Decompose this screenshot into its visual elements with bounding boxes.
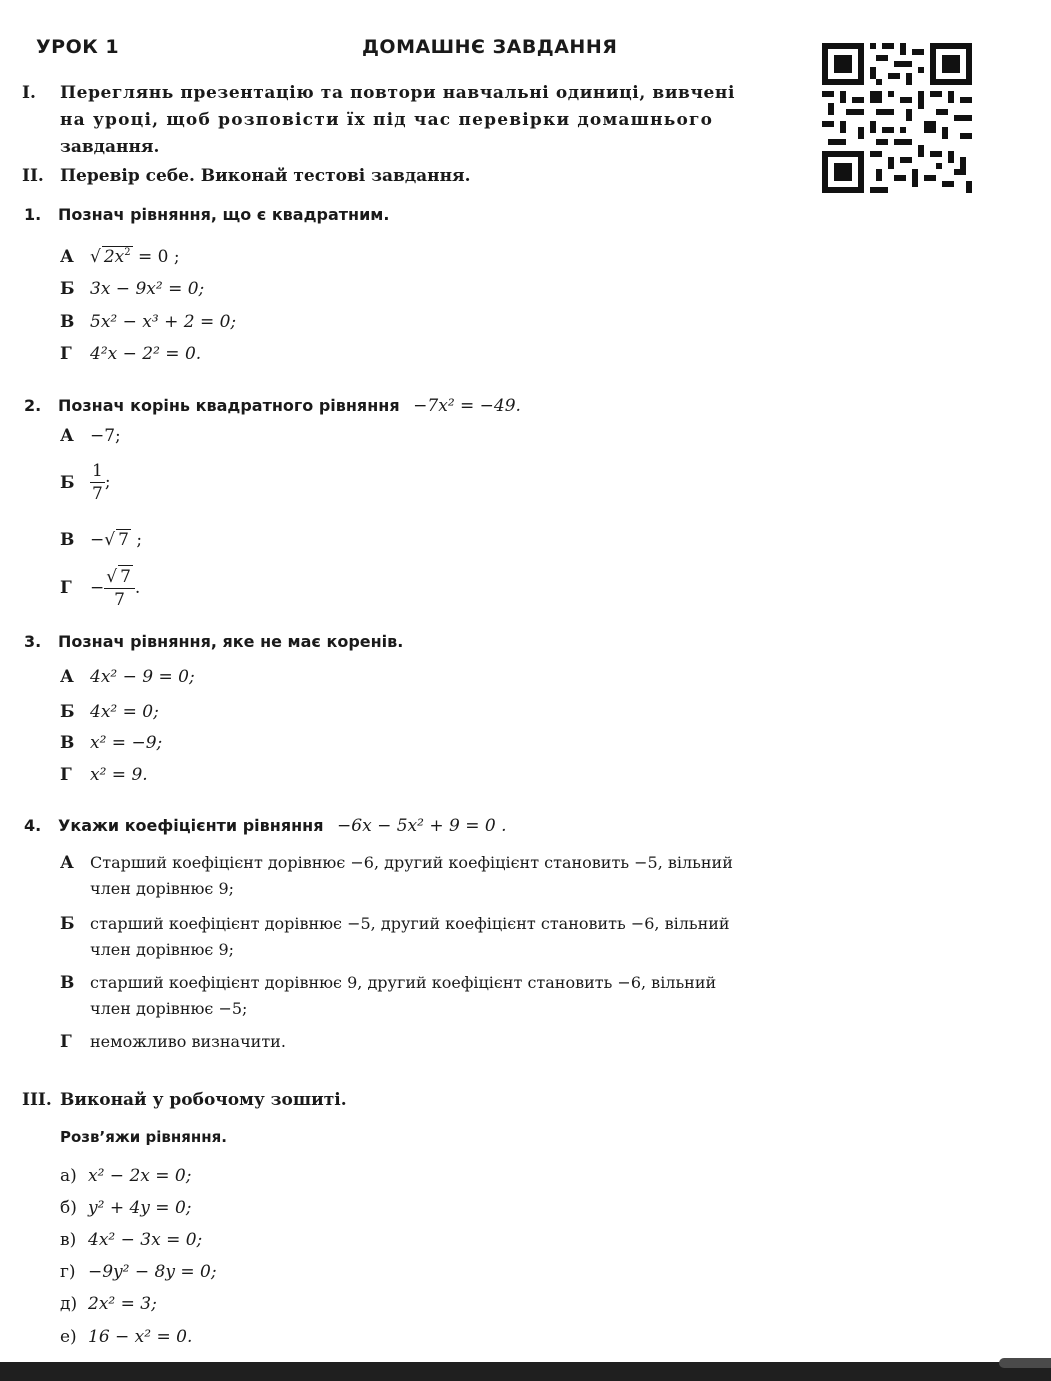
task-f: [60, 1327, 192, 1347]
q2-option-d-sign: −: [90, 578, 105, 598]
task-c-label: в): [60, 1230, 77, 1250]
q1-option-d-expr: 4²x − 2² = 0.: [90, 344, 202, 364]
q2-option-c-tail: ;: [130, 530, 143, 550]
question-2-text: Познач корінь квадратного рівняння: [58, 396, 400, 415]
q3-option-d: [60, 765, 148, 785]
task-a-expr: x² − 2x = 0;: [88, 1166, 192, 1186]
q1-option-a-letter: А: [60, 247, 74, 267]
q2-option-a-letter: А: [60, 426, 74, 446]
q2-option-d-radicand: 7: [120, 567, 131, 587]
section-two-numeral: II.: [22, 166, 44, 186]
q1-option-c-expr: 5x² − x³ + 2 = 0;: [90, 312, 237, 332]
q1-option-a: А √ $2x^2 = 0$ ;: [60, 247, 180, 267]
section-three: [22, 1090, 347, 1110]
section-one-line-1: Переглянь презентацію та повтори навчальні одиниці, вивчені: [60, 83, 735, 103]
section-three-numeral: III.: [22, 1090, 52, 1110]
section-one: [22, 80, 735, 161]
question-2-equation: −7x² = −49.: [413, 396, 521, 416]
q3-option-d-expr: x² = 9.: [90, 765, 148, 785]
section-one-line-3: завдання.: [60, 137, 160, 157]
q4-option-d-letter: Г: [60, 1032, 72, 1052]
task-a: [60, 1166, 191, 1186]
task-b-label: б): [60, 1198, 77, 1218]
task-f-expr: 16 − x² = 0.: [88, 1327, 193, 1347]
question-1: [24, 205, 389, 224]
q1-option-b-letter: Б: [60, 279, 75, 299]
task-e-expr: 2x² = 3;: [88, 1294, 157, 1314]
q2-option-b: [60, 460, 111, 505]
task-d-expr: −9y² − 8y = 0;: [88, 1262, 217, 1282]
q2-option-c-sign: −: [90, 530, 105, 550]
q3-option-a-expr: 4x² − 9 = 0;: [90, 667, 195, 687]
section-three-text: Виконай у робочому зошиті.: [60, 1090, 347, 1110]
question-4: [24, 816, 507, 836]
q1-option-b-expr: 3x − 9x² = 0;: [90, 279, 205, 299]
task-b-expr: y² + 4y = 0;: [88, 1198, 192, 1218]
q3-option-b-expr: 4x² = 0;: [90, 702, 159, 722]
q1-option-d: [60, 344, 201, 364]
lesson-label: УРОК 1: [36, 36, 120, 58]
question-3-text: Познач рівняння, яке не має коренів.: [58, 632, 404, 651]
q3-option-b-letter: Б: [60, 702, 75, 722]
section-two: [22, 166, 471, 186]
q4-option-a-line-1: Старший коефіцієнт дорівнює −6, другий коефіцієнт становить −5, вільний: [90, 853, 733, 872]
home-indicator[interactable]: [999, 1358, 1051, 1368]
question-4-equation: −6x − 5x² + 9 = 0 .: [337, 816, 507, 836]
q1-option-d-letter: Г: [60, 344, 72, 364]
q2-option-b-numerator: 1: [92, 461, 103, 481]
question-1-text: Познач рівняння, що є квадратним.: [58, 205, 390, 224]
section-two-text: Перевір себе. Виконай тестові завдання.: [60, 166, 471, 186]
question-4-text: Укажи коефіцієнти рівняння: [58, 816, 324, 835]
q3-option-b: [60, 702, 159, 722]
q4-option-b-letter: Б: [60, 914, 75, 934]
q4-option-d-line-1: неможливо визначити.: [90, 1032, 286, 1051]
q4-option-c-line-2: член дорівнює −5;: [90, 999, 248, 1018]
q2-option-d: Г − $\frac{√ 7}{7}$ .: [60, 567, 141, 610]
question-2: [24, 396, 521, 416]
task-c-expr: 4x² − 3x = 0;: [88, 1230, 203, 1250]
q4-option-b: [60, 911, 730, 963]
q3-option-c: [60, 733, 162, 753]
q2-option-d-denominator: 7: [114, 590, 125, 610]
q4-option-b-line-2: член дорівнює 9;: [90, 940, 235, 959]
q2-option-c-radicand: 7: [118, 530, 129, 550]
task-b: [60, 1198, 192, 1218]
q1-option-a-radicand: 2x: [103, 247, 125, 267]
q4-option-d: [60, 1032, 286, 1052]
q1-option-a-tail: = 0 ;: [132, 247, 180, 267]
section-one-line-2: на уроці, щоб розповісти їх під час перевірки домашнього: [60, 110, 714, 130]
q2-option-b-tail: ;: [104, 472, 111, 492]
q3-option-a: [60, 667, 195, 687]
q4-option-c: [60, 970, 716, 1022]
question-3: [24, 632, 403, 651]
q1-option-c-letter: В: [60, 312, 75, 332]
question-2-number: 2.: [24, 396, 42, 415]
q2-option-d-tail: .: [134, 578, 141, 598]
q2-option-a-expr: −7;: [90, 426, 121, 446]
q2-option-b-denominator: 7: [92, 484, 103, 504]
q4-option-b-line-1: старший коефіцієнт дорівнює −5, другий коефіцієнт становить −6, вільний: [90, 914, 730, 933]
task-e-label: д): [60, 1294, 78, 1314]
q2-option-b-letter: Б: [60, 472, 75, 493]
q4-option-a-line-2: член дорівнює 9;: [90, 879, 235, 898]
page-title: ДОМАШНЄ ЗАВДАННЯ: [362, 36, 618, 58]
q2-option-c: В −√ 7 ;: [60, 530, 143, 550]
q4-option-c-letter: В: [60, 973, 75, 993]
q3-option-a-letter: А: [60, 667, 74, 687]
q1-option-c: [60, 312, 236, 332]
task-e: [60, 1294, 157, 1314]
q3-option-c-letter: В: [60, 733, 75, 753]
task-d: [60, 1262, 217, 1282]
section-three-subtitle: Розв’яжи рівняння.: [60, 1128, 227, 1146]
q1-option-a-exponent: 2: [124, 247, 131, 258]
question-4-number: 4.: [24, 816, 42, 835]
task-c: [60, 1230, 202, 1250]
q4-option-a-letter: А: [60, 853, 74, 873]
task-d-label: г): [60, 1262, 76, 1282]
bottom-bar: [0, 1362, 1051, 1381]
qr-code-icon: [822, 43, 972, 193]
q3-option-c-expr: x² = −9;: [90, 733, 163, 753]
q1-option-b: [60, 279, 204, 299]
q2-option-c-letter: В: [60, 530, 75, 550]
q2-option-d-letter: Г: [60, 578, 72, 598]
q4-option-c-line-1: старший коефіцієнт дорівнює 9, другий коефіцієнт становить −6, вільний: [90, 973, 717, 992]
task-a-label: а): [60, 1166, 77, 1186]
section-one-numeral: I.: [22, 83, 36, 103]
q4-option-a: [60, 850, 733, 902]
q2-option-a: [60, 426, 121, 446]
q3-option-d-letter: Г: [60, 765, 72, 785]
question-1-number: 1.: [24, 205, 42, 224]
task-f-label: е): [60, 1327, 77, 1347]
question-3-number: 3.: [24, 632, 42, 651]
